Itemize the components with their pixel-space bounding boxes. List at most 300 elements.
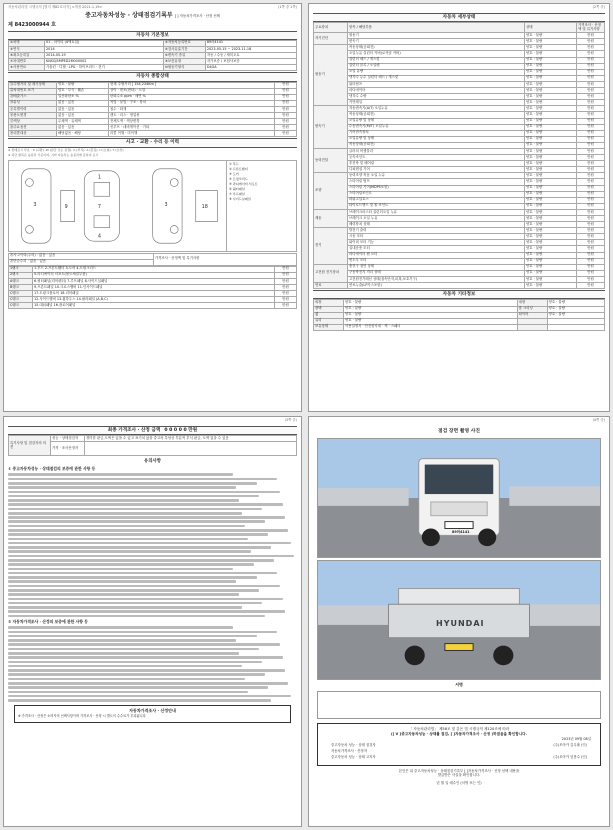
detail-item: 와이퍼 모터 기능 bbox=[348, 240, 525, 246]
detail-state: 양호 · 불량 bbox=[525, 45, 577, 51]
notice-text-block bbox=[8, 626, 297, 701]
detail-value: 만원 bbox=[577, 94, 605, 100]
notice-text-line bbox=[8, 626, 233, 629]
detail-item: 브레이크마스터 실린더오일 누유 bbox=[348, 209, 525, 215]
detail-item: 오일 유량 bbox=[348, 69, 525, 75]
general-detail: 렌트 · 리스 · 영업용 bbox=[109, 113, 275, 119]
rear-window bbox=[94, 215, 110, 227]
etc-key: 보유상태 bbox=[314, 324, 344, 330]
detail-state: 양호 · 불량 bbox=[525, 33, 577, 39]
detail-state: 양호 · 불량 bbox=[525, 130, 577, 136]
panel-items: 12.사이드멤버 13.휠하우스 14.필러패널 (A,B,C) bbox=[33, 297, 275, 303]
detail-item: 워터펌프 bbox=[348, 81, 525, 87]
accident-section bbox=[8, 138, 297, 158]
detail-value: 만원 bbox=[577, 228, 605, 234]
panel-row bbox=[9, 303, 297, 309]
detail-item: 냉각수 누수 실린더 헤드 / 개스킷 bbox=[348, 75, 525, 81]
section-heading: 최종 가격조사 · 산정 금액 0 0 0 0 0 만원 bbox=[8, 426, 297, 435]
detail-group: 변속기 bbox=[314, 106, 348, 149]
detail-value: 만원 bbox=[577, 197, 605, 203]
detail-state: 양호 · 불량 bbox=[525, 185, 577, 191]
general-value: 만원 bbox=[275, 82, 297, 88]
panel-items: 15.대쉬패널 16.플로어패널 bbox=[33, 303, 275, 309]
detail-state: 양호 · 불량 bbox=[525, 173, 577, 179]
general-item: ⑭튜닝 bbox=[9, 100, 57, 106]
svg-text:18: 18 bbox=[201, 203, 208, 210]
document-number: 제 8423000944 호 bbox=[8, 21, 56, 28]
notice-text-line bbox=[8, 699, 271, 702]
notice-text-line bbox=[8, 478, 277, 481]
detail-value: 만원 bbox=[577, 167, 605, 173]
notice-text-line bbox=[8, 593, 239, 596]
detail-item: 오일누유 실린더 커버(로커암 커버) bbox=[348, 51, 525, 57]
detail-state: 양호 · 불량 bbox=[525, 161, 577, 167]
detail-value: 만원 bbox=[577, 246, 605, 252]
detail-state: 양호 · 불량 bbox=[525, 203, 577, 209]
basic-info-section bbox=[8, 31, 297, 72]
basic-info-table bbox=[8, 40, 297, 71]
notice-text-line bbox=[8, 508, 262, 511]
general-value: 만원 bbox=[275, 113, 297, 119]
detail-state: 양호 · 불량 bbox=[525, 283, 577, 289]
detail-item: 작동상태(공회전) bbox=[348, 45, 525, 51]
general-item: ⑰색상 bbox=[9, 119, 57, 125]
detail-value: 만원 bbox=[577, 222, 605, 228]
rank-label: 2랭크 bbox=[9, 272, 33, 278]
detail-value: 만원 bbox=[577, 179, 605, 185]
detail-item: 라디에이터 팬 모터 bbox=[348, 252, 525, 258]
notice-text-line bbox=[8, 661, 262, 664]
svg-text:3: 3 bbox=[33, 201, 37, 208]
buyer-line: 년 월 일 매수인 (서명 또는 인) bbox=[436, 780, 482, 785]
general-detail: 리콜 이행 · 미이행 bbox=[109, 131, 275, 137]
notice-text-line bbox=[8, 585, 280, 588]
detail-section bbox=[313, 13, 605, 289]
detail-item: 오일유량 및 상태 bbox=[348, 118, 525, 124]
notice-text-line bbox=[8, 615, 265, 618]
notice-text-line bbox=[8, 580, 236, 583]
detail-item: 디퍼렌셜 기어 bbox=[348, 167, 525, 173]
detail-value: 만원 bbox=[577, 75, 605, 81]
panel-value: 만원 bbox=[275, 303, 297, 309]
front-plate: 89러4141 bbox=[452, 530, 470, 535]
detail-item: 실린더 헤드 / 개스킷 bbox=[348, 57, 525, 63]
general-state-table bbox=[8, 82, 297, 138]
detail-state: 양호 · 불량 bbox=[525, 209, 577, 215]
detail-value: 만원 bbox=[577, 234, 605, 240]
svg-text:9: 9 bbox=[64, 203, 68, 210]
basic-key: ⑨사용연료 bbox=[9, 65, 45, 71]
detail-state: 양호 · 불량 bbox=[525, 222, 577, 228]
basic-row bbox=[9, 65, 297, 71]
etc-value: 양호 · 불량 bbox=[547, 300, 604, 306]
general-row bbox=[9, 131, 297, 137]
general-item: ⑮특별이력 bbox=[9, 106, 57, 112]
detail-state: 양호 · 불량 bbox=[525, 246, 577, 252]
title-options: [ ] 자동차가격조사 · 산정 선택 bbox=[174, 13, 220, 18]
detail-value: 만원 bbox=[577, 100, 605, 106]
document-title: 중고자동차성능 · 상태점검기록부 [ ] 자동차가격조사 · 산정 선택 bbox=[85, 11, 220, 19]
photo-heading: 점검 장면 촬영 사진 bbox=[437, 428, 481, 434]
general-detail: 적법 · 불법 · 구조 · 장치 bbox=[109, 100, 275, 106]
detail-item: 변속기 bbox=[348, 39, 525, 45]
detail-state: 양호 · 불량 bbox=[525, 155, 577, 161]
general-item: ⑲리콜대상 bbox=[9, 131, 57, 137]
basic-key: ④검사유효기간 bbox=[163, 46, 205, 52]
notice-text-line bbox=[8, 546, 271, 549]
basic-value: 2014 bbox=[45, 46, 164, 52]
detail-state: 양호 · 불량 bbox=[525, 81, 577, 87]
detail-value: 만원 bbox=[577, 63, 605, 69]
section-heading: 자동차 기타정보 bbox=[313, 290, 605, 299]
sign-box bbox=[317, 691, 601, 719]
basic-value: 89러4141 bbox=[205, 40, 296, 46]
detail-item: 실린더 블록 / 오일팬 bbox=[348, 63, 525, 69]
detail-state: 양호 · 불량 bbox=[525, 136, 577, 142]
page-header bbox=[4, 4, 301, 12]
detail-state: 양호 · 불량 bbox=[525, 94, 577, 100]
detail-value: 만원 bbox=[577, 270, 605, 276]
panel-items: 17.트렁크플로어 18.리어패널 bbox=[33, 291, 275, 297]
detail-value: 만원 bbox=[577, 148, 605, 154]
front-photo bbox=[317, 438, 601, 558]
receipt-line: 본인은 위 중고자동차성능 · 상태점검기록부 [ ]자동차가격조사 · 산정 선택 내용을 bbox=[398, 768, 520, 773]
detail-state: 양호 · 불량 bbox=[525, 191, 577, 197]
detail-item: 발전기 출력 bbox=[348, 228, 525, 234]
detail-item: 커먼레일 bbox=[348, 100, 525, 106]
general-state-section bbox=[8, 72, 297, 137]
basic-value: KNSGJ5MPED2M000002 bbox=[45, 59, 164, 65]
etc-key bbox=[517, 324, 547, 330]
detail-item: 동력조향 작동 오일 누유 bbox=[348, 173, 525, 179]
page-count: (1쪽 중 1쪽) bbox=[278, 5, 297, 9]
basic-value: 01 - 마이티 (4액토업) bbox=[45, 40, 164, 46]
notice-text-line bbox=[8, 520, 265, 523]
notice-text-line bbox=[8, 529, 288, 532]
detail-state: 양호 · 불량 bbox=[525, 167, 577, 173]
special-label: 특기사항 및 점검자의 의견 bbox=[9, 436, 51, 456]
page-1 bbox=[3, 3, 302, 412]
notice-text-line bbox=[8, 610, 285, 613]
special-sub: 성능 · 상태점검자 bbox=[51, 436, 85, 442]
notice-text-line bbox=[8, 686, 268, 689]
notice-text-line bbox=[8, 576, 257, 579]
detail-value: 만원 bbox=[577, 51, 605, 57]
notice-text-line bbox=[8, 678, 245, 681]
page-header bbox=[309, 4, 609, 12]
detail-item: 냉각수 수량 bbox=[348, 94, 525, 100]
detail-item: 브레이크 오일 누유 bbox=[348, 216, 525, 222]
detail-state: 양호 · 불량 bbox=[525, 63, 577, 69]
etc-value: 사용설명서 · 안전삼각대 · 잭 · 스패너 bbox=[344, 324, 518, 330]
detail-value: 만원 bbox=[577, 276, 605, 282]
etc-row bbox=[314, 324, 605, 330]
basic-value: 2023-05-15 ~ 2023-11-18 bbox=[205, 46, 296, 52]
notice-text-line bbox=[8, 665, 242, 668]
etc-value: 양호 · 불량 bbox=[344, 318, 518, 324]
general-detail: 탄화수소 ppm · 매연 % bbox=[109, 94, 275, 100]
receipt-line-2: 발급받은 사실을 확인합니다. bbox=[437, 772, 481, 777]
notice-text-line bbox=[8, 656, 283, 659]
detail-value: 만원 bbox=[577, 33, 605, 39]
section-heading: 자동차 기본정보 bbox=[8, 31, 297, 40]
sign-label: 서명 bbox=[455, 682, 463, 688]
page-2 bbox=[308, 3, 610, 412]
detail-state: 양호 · 불량 bbox=[525, 51, 577, 57]
notice-text-line bbox=[8, 598, 283, 601]
special-notes-table bbox=[8, 435, 297, 456]
detail-value: 만원 bbox=[577, 112, 605, 118]
svg-text:1: 1 bbox=[97, 174, 102, 181]
diagram-legend: ① 후드 ② 프론트휀더 ③ 도어 ④ 트렁크리드 ⑤ 라디에이터 서포트 ⑥ 쿼터패널 ⑦ 루프패널 ⑧ 사이드실패널 bbox=[226, 161, 296, 251]
panel-value: 만원 bbox=[275, 297, 297, 303]
notice-text-line bbox=[8, 482, 257, 485]
price-guide-box: 자동차가격조사 · 산정안내 ※ 가격조사 · 산정은 소비자의 선택사항이며 가격조사 · 산정 시 별도의 수수료가 부과됩니다 bbox=[14, 705, 291, 723]
rear-photo bbox=[317, 560, 601, 680]
rank-label: C랭크 bbox=[9, 297, 33, 303]
detail-state: 양호 · 불량 bbox=[525, 106, 577, 112]
detail-state: 양호 · 불량 bbox=[525, 148, 577, 154]
etc-value: 양호 · 불량 bbox=[344, 312, 518, 318]
section-heading: 자동차 세부상태 bbox=[313, 13, 605, 22]
detail-state: 양호 · 불량 bbox=[525, 112, 577, 118]
detail-item: 스티어링 펌프 bbox=[348, 179, 525, 185]
detail-value: 만원 bbox=[577, 185, 605, 191]
page-3 bbox=[3, 416, 302, 827]
page-header bbox=[309, 417, 609, 425]
notice-heading: 유의사항 bbox=[144, 459, 161, 465]
notice-text-line bbox=[8, 691, 248, 694]
detail-value: 만원 bbox=[577, 106, 605, 112]
detail-value: 만원 bbox=[577, 216, 605, 222]
notice-text-line bbox=[8, 568, 233, 571]
detail-value: 만원 bbox=[577, 240, 605, 246]
etc-key: 타이어 bbox=[517, 312, 547, 318]
detail-value: 만원 bbox=[577, 203, 605, 209]
general-detail: 현재 주행거리 [ 154,234Km ] bbox=[109, 82, 275, 88]
detail-value: 만원 bbox=[577, 118, 605, 124]
detail-value: 만원 bbox=[577, 258, 605, 264]
detail-group: 동력전달 bbox=[314, 148, 348, 172]
cert-date: 2023년 09월 08일 bbox=[561, 737, 591, 742]
etc-key: 외장 bbox=[314, 300, 344, 306]
detail-value: 만원 bbox=[577, 130, 605, 136]
general-item: ⑫차대번호 표기 bbox=[9, 88, 57, 94]
signer-2: 자동차가격조사 · 산정자 bbox=[331, 749, 367, 754]
detail-value: 만원 bbox=[577, 45, 605, 51]
general-value: 만원 bbox=[275, 94, 297, 100]
rank-label: 1랭크 bbox=[9, 266, 33, 272]
general-value: 만원 bbox=[275, 131, 297, 137]
detail-group: 전기 bbox=[314, 228, 348, 265]
general-value: 만원 bbox=[275, 100, 297, 106]
general-item: ⑱주요옵션 bbox=[9, 125, 57, 131]
notice-text-line bbox=[8, 635, 257, 638]
detail-item: 연료누출(LP가스포함) bbox=[348, 283, 525, 289]
basic-value: 가솔린 · 디젤 · LPG · 하이브리드 · 전기 bbox=[45, 65, 164, 71]
general-detail: 침수 · 화재 bbox=[109, 106, 275, 112]
general-detail: 전체도색 · 색상변경 bbox=[109, 119, 275, 125]
basic-value: 자동 / 수동 / 세미오토 bbox=[205, 53, 296, 59]
detail-state: 양호 · 불량 bbox=[525, 228, 577, 234]
detail-item: 작동상태(공회전) bbox=[348, 142, 525, 148]
detail-value: 만원 bbox=[577, 173, 605, 179]
valuation-section bbox=[8, 426, 297, 456]
detail-item: 파워고압호스 bbox=[348, 197, 525, 203]
notice-text-line bbox=[8, 525, 245, 528]
section-heading: 사고 · 교환 · 수리 등 이력 bbox=[8, 138, 297, 147]
detail-state: 양호 · 불량 bbox=[525, 57, 577, 63]
etc-section bbox=[313, 290, 605, 331]
panel-value: 만원 bbox=[275, 266, 297, 272]
panel-value: 만원 bbox=[275, 278, 297, 284]
detail-col-header: 항목 / 해당부품 bbox=[348, 23, 525, 33]
general-value: 만원 bbox=[275, 106, 297, 112]
general-item: ⑪주행거리 및 계기상태 bbox=[9, 82, 57, 88]
detail-value: 만원 bbox=[577, 136, 605, 142]
accident-history: ⑳사고이력(주의) · 없음 · 있음 bbox=[9, 253, 154, 259]
general-item: ⑯용도변경 bbox=[9, 113, 57, 119]
detail-item: 등속조인트 bbox=[348, 155, 525, 161]
notice-text-line bbox=[8, 538, 248, 541]
car-top-view bbox=[84, 170, 119, 240]
basic-key: ⑩원동기형식 bbox=[163, 65, 205, 71]
general-value: 만원 bbox=[275, 125, 297, 131]
detail-state: 양호 · 불량 bbox=[525, 258, 577, 264]
detail-state: 양호 · 불량 bbox=[525, 39, 577, 45]
signer-3: 중고자동차 성능 · 상태 고지자 (주)모아카 임봉수 (인) bbox=[331, 754, 587, 759]
etc-value: 양호 · 불량 bbox=[344, 306, 518, 312]
basic-value: 자가보증 / 보험사보증 bbox=[205, 59, 296, 65]
detail-state: 양호 · 불량 bbox=[525, 124, 577, 130]
detail-item: 추진축 및 베어링 bbox=[348, 161, 525, 167]
signer-1: 중고자동차 성능 · 상태 점검자 (주)모아카 김무휼 (인) bbox=[331, 743, 587, 748]
etc-value: 양호 · 불량 bbox=[344, 300, 518, 306]
accident-note-2: ※ 하단 항목은 승용차 기준이며, 기타 자동차는 승용차에 준하여 표시 bbox=[8, 153, 99, 158]
general-state: 없음 · 있음 bbox=[57, 100, 109, 106]
notice-text-line bbox=[8, 503, 283, 506]
etc-table bbox=[313, 299, 605, 330]
notice-text-line bbox=[8, 652, 239, 655]
etc-key: 휠 bbox=[314, 312, 344, 318]
svg-text:4: 4 bbox=[97, 232, 102, 239]
detail-state: 양호 · 불량 bbox=[525, 142, 577, 148]
detail-header-row bbox=[314, 23, 605, 33]
notice-text-line bbox=[8, 563, 254, 566]
panel-value: 만원 bbox=[275, 291, 297, 297]
svg-text:7: 7 bbox=[97, 203, 102, 210]
detail-item: 작동상태(공회전) bbox=[348, 112, 525, 118]
notice-text-line bbox=[8, 602, 262, 605]
notice-text-line bbox=[8, 682, 288, 685]
section-heading: 자동차 종합상태 bbox=[8, 72, 297, 81]
detail-state: 양호 · 불량 bbox=[525, 252, 577, 258]
detail-item: 윈도우 모터 bbox=[348, 258, 525, 264]
panel-items: 9.프론트패널 10.크로스멤버 11.인사이드패널 bbox=[33, 285, 275, 291]
detail-state: 양호 · 불량 bbox=[525, 234, 577, 240]
panel-table bbox=[8, 266, 297, 310]
basic-key: ⑧보증유형 bbox=[163, 59, 205, 65]
page-count: (2쪽 중) bbox=[592, 5, 605, 9]
tail-brand: HYUNDAI bbox=[436, 619, 485, 629]
notice-text-line bbox=[8, 550, 251, 553]
notice-text-line bbox=[8, 533, 268, 536]
detail-value: 만원 bbox=[577, 57, 605, 63]
notice-text-line bbox=[8, 695, 291, 698]
general-detail: 상이 · 변조(변타) · 도말 bbox=[109, 88, 275, 94]
detail-state: 양호 · 불량 bbox=[525, 118, 577, 124]
special-sub-2: 가격 · 조사산정자 bbox=[51, 442, 85, 456]
notice-text-line bbox=[8, 639, 236, 642]
etc-key: 광택 bbox=[314, 306, 344, 312]
detail-state: 양호 · 불량 bbox=[525, 276, 577, 282]
notice-text-line bbox=[8, 673, 265, 676]
detail-value: 만원 bbox=[577, 39, 605, 45]
simple-repair: ⑳단순수리 · 없음 · 있음 bbox=[9, 259, 154, 265]
detail-state: 양호 · 불량 bbox=[525, 88, 577, 94]
detail-item: 충전구 절연 상태 bbox=[348, 264, 525, 270]
general-value: 만원 bbox=[275, 88, 297, 94]
detail-value: 만원 bbox=[577, 81, 605, 87]
notice-sub-2: ② 자동차가격조사 · 산정의 보증에 관한 사항 등 bbox=[8, 619, 88, 625]
basic-value: D4GA bbox=[205, 65, 296, 71]
general-state: 해당없음 · 해당 bbox=[57, 131, 109, 137]
panel-items: 6.쿼터패널(리어펜더) 7.루프패널 8.사이드실패널 bbox=[33, 278, 275, 284]
notice-sub-1: ① 중고자동차성능 · 상태점검의 보증에 관한 사항 등 bbox=[8, 466, 96, 472]
detail-group: 원동기 bbox=[314, 45, 348, 106]
detail-state: 양호 · 불량 bbox=[525, 240, 577, 246]
detail-value: 만원 bbox=[577, 155, 605, 161]
detail-item: 시동 모터 bbox=[348, 234, 525, 240]
basic-key: ⑤최초등록일 bbox=[9, 53, 45, 59]
detail-col-header: 주요장치 bbox=[314, 23, 348, 33]
valuation-amount: 0 0 0 0 0 만원 bbox=[164, 427, 198, 433]
detail-value: 만원 bbox=[577, 142, 605, 148]
notice-text-line bbox=[8, 643, 280, 646]
detail-state: 양호 · 불량 bbox=[525, 69, 577, 75]
notice-text-block bbox=[8, 473, 297, 617]
accident-note-1: ※ 상태표시 부호 : X (교환), W (판금 또는 용접), C (부식), A (흠집), U (요철), T (손상) bbox=[8, 147, 124, 152]
detail-item: 스티어링 기어(MDPS포함) bbox=[348, 185, 525, 191]
notice-text-line bbox=[8, 572, 277, 575]
notice-text-line bbox=[8, 606, 242, 609]
general-detail: 선루프 · 네비게이션 · 기타 bbox=[109, 125, 275, 131]
detail-item: 고전원전기배선 상태(접속단자,피복,보호기구) bbox=[348, 276, 525, 282]
detail-item: 라디에이터 bbox=[348, 88, 525, 94]
vehicle-diagram bbox=[8, 160, 297, 252]
etc-key: 유리 bbox=[314, 318, 344, 324]
detail-value: 만원 bbox=[577, 209, 605, 215]
notice-text-line bbox=[8, 631, 277, 634]
notice-text-line bbox=[8, 512, 242, 515]
detail-item: 클러치 어셈블리 bbox=[348, 148, 525, 154]
detail-item: 수동변속기(M/T) 오일누유 bbox=[348, 124, 525, 130]
panel-items: 5.라디에이터 서포트(볼트체결부품) bbox=[33, 272, 275, 278]
notice-text-line bbox=[8, 648, 259, 651]
notice-text-line bbox=[8, 486, 236, 489]
special-text: 경미한 판금,도색은 있을 수 있고 표기치 않을 중고차 특성상 부분적 부식 판금, 도색 있을 수 있음 bbox=[85, 436, 297, 442]
page-count: (4쪽 중) bbox=[592, 418, 605, 422]
car-outline-diagram bbox=[9, 161, 226, 251]
detail-item: 기어변속장치 bbox=[348, 130, 525, 136]
detail-state: 양호 · 불량 bbox=[525, 100, 577, 106]
rank-label: C랭크 bbox=[9, 303, 33, 309]
detail-row bbox=[314, 283, 605, 289]
notice-section bbox=[8, 459, 297, 723]
accident-summary bbox=[8, 253, 297, 310]
price-note: 가격조사 · 산정액 및 특기사항 bbox=[153, 253, 296, 265]
rank-label: A랭크 bbox=[9, 278, 33, 284]
